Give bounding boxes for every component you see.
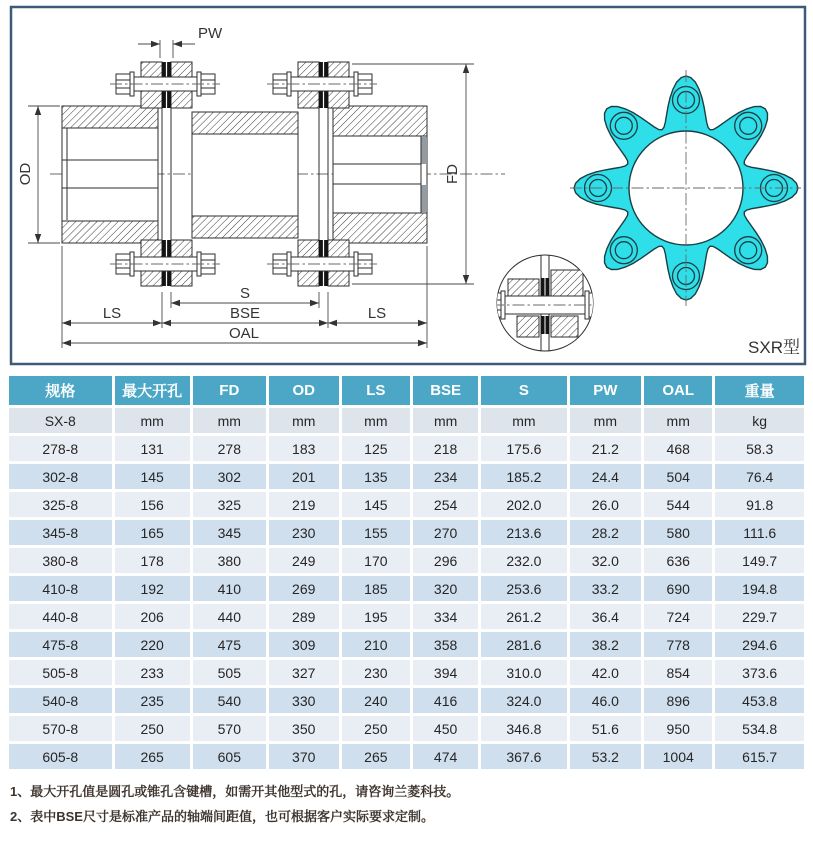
cell: 724 [644, 604, 712, 629]
cell: 278-8 [9, 436, 112, 461]
units-row [9, 408, 804, 433]
table-row [9, 716, 804, 741]
cell: 540-8 [9, 688, 112, 713]
cell: 350 [269, 716, 339, 741]
cell: 450 [413, 716, 478, 741]
cell: 145 [115, 464, 190, 489]
cell: 175.6 [481, 436, 566, 461]
table-row [9, 744, 804, 769]
cell: 358 [413, 632, 478, 657]
cell: 504 [644, 464, 712, 489]
cell: 183 [269, 436, 339, 461]
table-row [9, 520, 804, 545]
cell: 220 [115, 632, 190, 657]
cell: 416 [413, 688, 478, 713]
cell: mm [644, 408, 712, 433]
cell: mm [193, 408, 266, 433]
cell: 210 [342, 632, 410, 657]
cell: 165 [115, 520, 190, 545]
column-header: BSE [413, 376, 478, 405]
cell: 265 [342, 744, 410, 769]
cell: 261.2 [481, 604, 566, 629]
cell: 250 [115, 716, 190, 741]
cell: 28.2 [570, 520, 641, 545]
cell: 178 [115, 548, 190, 573]
cell: 475-8 [9, 632, 112, 657]
dim-label-od: OD [17, 162, 34, 186]
hub-bore-face [421, 185, 427, 212]
cell: 325 [193, 492, 266, 517]
cell: 367.6 [481, 744, 566, 769]
column-header: 最大开孔 [115, 376, 190, 405]
cell: mm [413, 408, 478, 433]
cell: 270 [413, 520, 478, 545]
cell: 192 [115, 576, 190, 601]
cell: 410-8 [9, 576, 112, 601]
cell: 370 [269, 744, 339, 769]
dim-label-ls-left: LS [102, 305, 122, 322]
cell: 195 [342, 604, 410, 629]
cell: 38.2 [570, 632, 641, 657]
table-row [9, 604, 804, 629]
cell: 250 [342, 716, 410, 741]
table-row [9, 548, 804, 573]
cell: 345-8 [9, 520, 112, 545]
cell: 544 [644, 492, 712, 517]
dim-label-oal: OAL [228, 325, 260, 342]
cell: 330 [269, 688, 339, 713]
dim-label-s: S [239, 285, 251, 302]
cell: SX-8 [9, 408, 112, 433]
cell: 1004 [644, 744, 712, 769]
cell: 373.6 [715, 660, 804, 685]
cell: 327 [269, 660, 339, 685]
cell: 125 [342, 436, 410, 461]
cell: 605-8 [9, 744, 112, 769]
dim-label-pw: PW [198, 25, 223, 42]
cell: 440-8 [9, 604, 112, 629]
note-1: 1、最大开孔值是圆孔或锥孔含键槽，如需开其他型式的孔，请咨询兰菱科技。 [10, 784, 460, 799]
cell: 233 [115, 660, 190, 685]
cell: 474 [413, 744, 478, 769]
coupling-type-label: SXR型 [748, 338, 800, 357]
column-header: PW [570, 376, 641, 405]
cell: 21.2 [570, 436, 641, 461]
cell: 380-8 [9, 548, 112, 573]
cell: 468 [644, 436, 712, 461]
cell: 51.6 [570, 716, 641, 741]
cell: 615.7 [715, 744, 804, 769]
cell: 345 [193, 520, 266, 545]
cell: mm [269, 408, 339, 433]
cell: 334 [413, 604, 478, 629]
cell: 91.8 [715, 492, 804, 517]
cell: 281.6 [481, 632, 566, 657]
cell: 475 [193, 632, 266, 657]
column-header: OAL [644, 376, 712, 405]
footnotes [0, 772, 813, 829]
cell: 636 [644, 548, 712, 573]
cell: 46.0 [570, 688, 641, 713]
cell: 229.7 [715, 604, 804, 629]
cell: 896 [644, 688, 712, 713]
cell: 505-8 [9, 660, 112, 685]
cell: 394 [413, 660, 478, 685]
cell: 240 [342, 688, 410, 713]
table-row [9, 464, 804, 489]
cell: 76.4 [715, 464, 804, 489]
cell: 278 [193, 436, 266, 461]
cell: 58.3 [715, 436, 804, 461]
column-header: LS [342, 376, 410, 405]
hub-bore-face [421, 137, 427, 164]
cell: kg [715, 408, 804, 433]
cell: 234 [413, 464, 478, 489]
cell: 155 [342, 520, 410, 545]
header-row [9, 376, 804, 405]
cell: 235 [115, 688, 190, 713]
cell: 254 [413, 492, 478, 517]
cell: 135 [342, 464, 410, 489]
cell: 219 [269, 492, 339, 517]
cell: mm [115, 408, 190, 433]
cell: 194.8 [715, 576, 804, 601]
column-header: S [481, 376, 566, 405]
cell: 570 [193, 716, 266, 741]
cell: 346.8 [481, 716, 566, 741]
cell: 540 [193, 688, 266, 713]
cell: 111.6 [715, 520, 804, 545]
cell: 202.0 [481, 492, 566, 517]
table-row [9, 576, 804, 601]
cell: 854 [644, 660, 712, 685]
cell: 302 [193, 464, 266, 489]
cell: 24.4 [570, 464, 641, 489]
cell: 145 [342, 492, 410, 517]
cell: 296 [413, 548, 478, 573]
cell: 201 [269, 464, 339, 489]
cell: 440 [193, 604, 266, 629]
cell: 230 [342, 660, 410, 685]
cell: 269 [269, 576, 339, 601]
dim-label-ls-right: LS [367, 305, 387, 322]
cell: 185 [342, 576, 410, 601]
cell: 570-8 [9, 716, 112, 741]
cell: 302-8 [9, 464, 112, 489]
cell: 605 [193, 744, 266, 769]
spec-table [6, 373, 807, 772]
cell: 185.2 [481, 464, 566, 489]
cell: 26.0 [570, 492, 641, 517]
cell: 206 [115, 604, 190, 629]
cell: 453.8 [715, 688, 804, 713]
drawing-canvas [0, 0, 813, 370]
cell: 253.6 [481, 576, 566, 601]
cell: 149.7 [715, 548, 804, 573]
cell: 36.4 [570, 604, 641, 629]
cell: 33.2 [570, 576, 641, 601]
column-header: FD [193, 376, 266, 405]
cell: 325-8 [9, 492, 112, 517]
dim-label-fd: FD [444, 164, 461, 184]
cell: 690 [644, 576, 712, 601]
cell: 213.6 [481, 520, 566, 545]
dim-label-bse: BSE [229, 305, 261, 322]
table-row [9, 688, 804, 713]
cell: 320 [413, 576, 478, 601]
table-row [9, 492, 804, 517]
cell: 53.2 [570, 744, 641, 769]
cell: 778 [644, 632, 712, 657]
cell: 505 [193, 660, 266, 685]
cell: 309 [269, 632, 339, 657]
cell: 294.6 [715, 632, 804, 657]
cell: 289 [269, 604, 339, 629]
cell: 580 [644, 520, 712, 545]
cell: mm [342, 408, 410, 433]
cell: 410 [193, 576, 266, 601]
cell: 249 [269, 548, 339, 573]
technical-drawing [0, 0, 813, 370]
cell: 131 [115, 436, 190, 461]
cell: 534.8 [715, 716, 804, 741]
cell: mm [570, 408, 641, 433]
cell: 42.0 [570, 660, 641, 685]
cell: 230 [269, 520, 339, 545]
column-header: OD [269, 376, 339, 405]
cell: 950 [644, 716, 712, 741]
cell: 324.0 [481, 688, 566, 713]
cell: 218 [413, 436, 478, 461]
cell: 32.0 [570, 548, 641, 573]
cell: 232.0 [481, 548, 566, 573]
table-row [9, 660, 804, 685]
cell: 380 [193, 548, 266, 573]
cell: 156 [115, 492, 190, 517]
column-header: 重量 [715, 376, 804, 405]
cell: mm [481, 408, 566, 433]
cell: 170 [342, 548, 410, 573]
cell: 265 [115, 744, 190, 769]
table-row [9, 632, 804, 657]
cell: 310.0 [481, 660, 566, 685]
column-header: 规格 [9, 376, 112, 405]
note-2: 2、表中BSE尺寸是标准产品的轴端间距值，也可根据客户实际要求定制。 [10, 808, 434, 824]
table-row [9, 436, 804, 461]
